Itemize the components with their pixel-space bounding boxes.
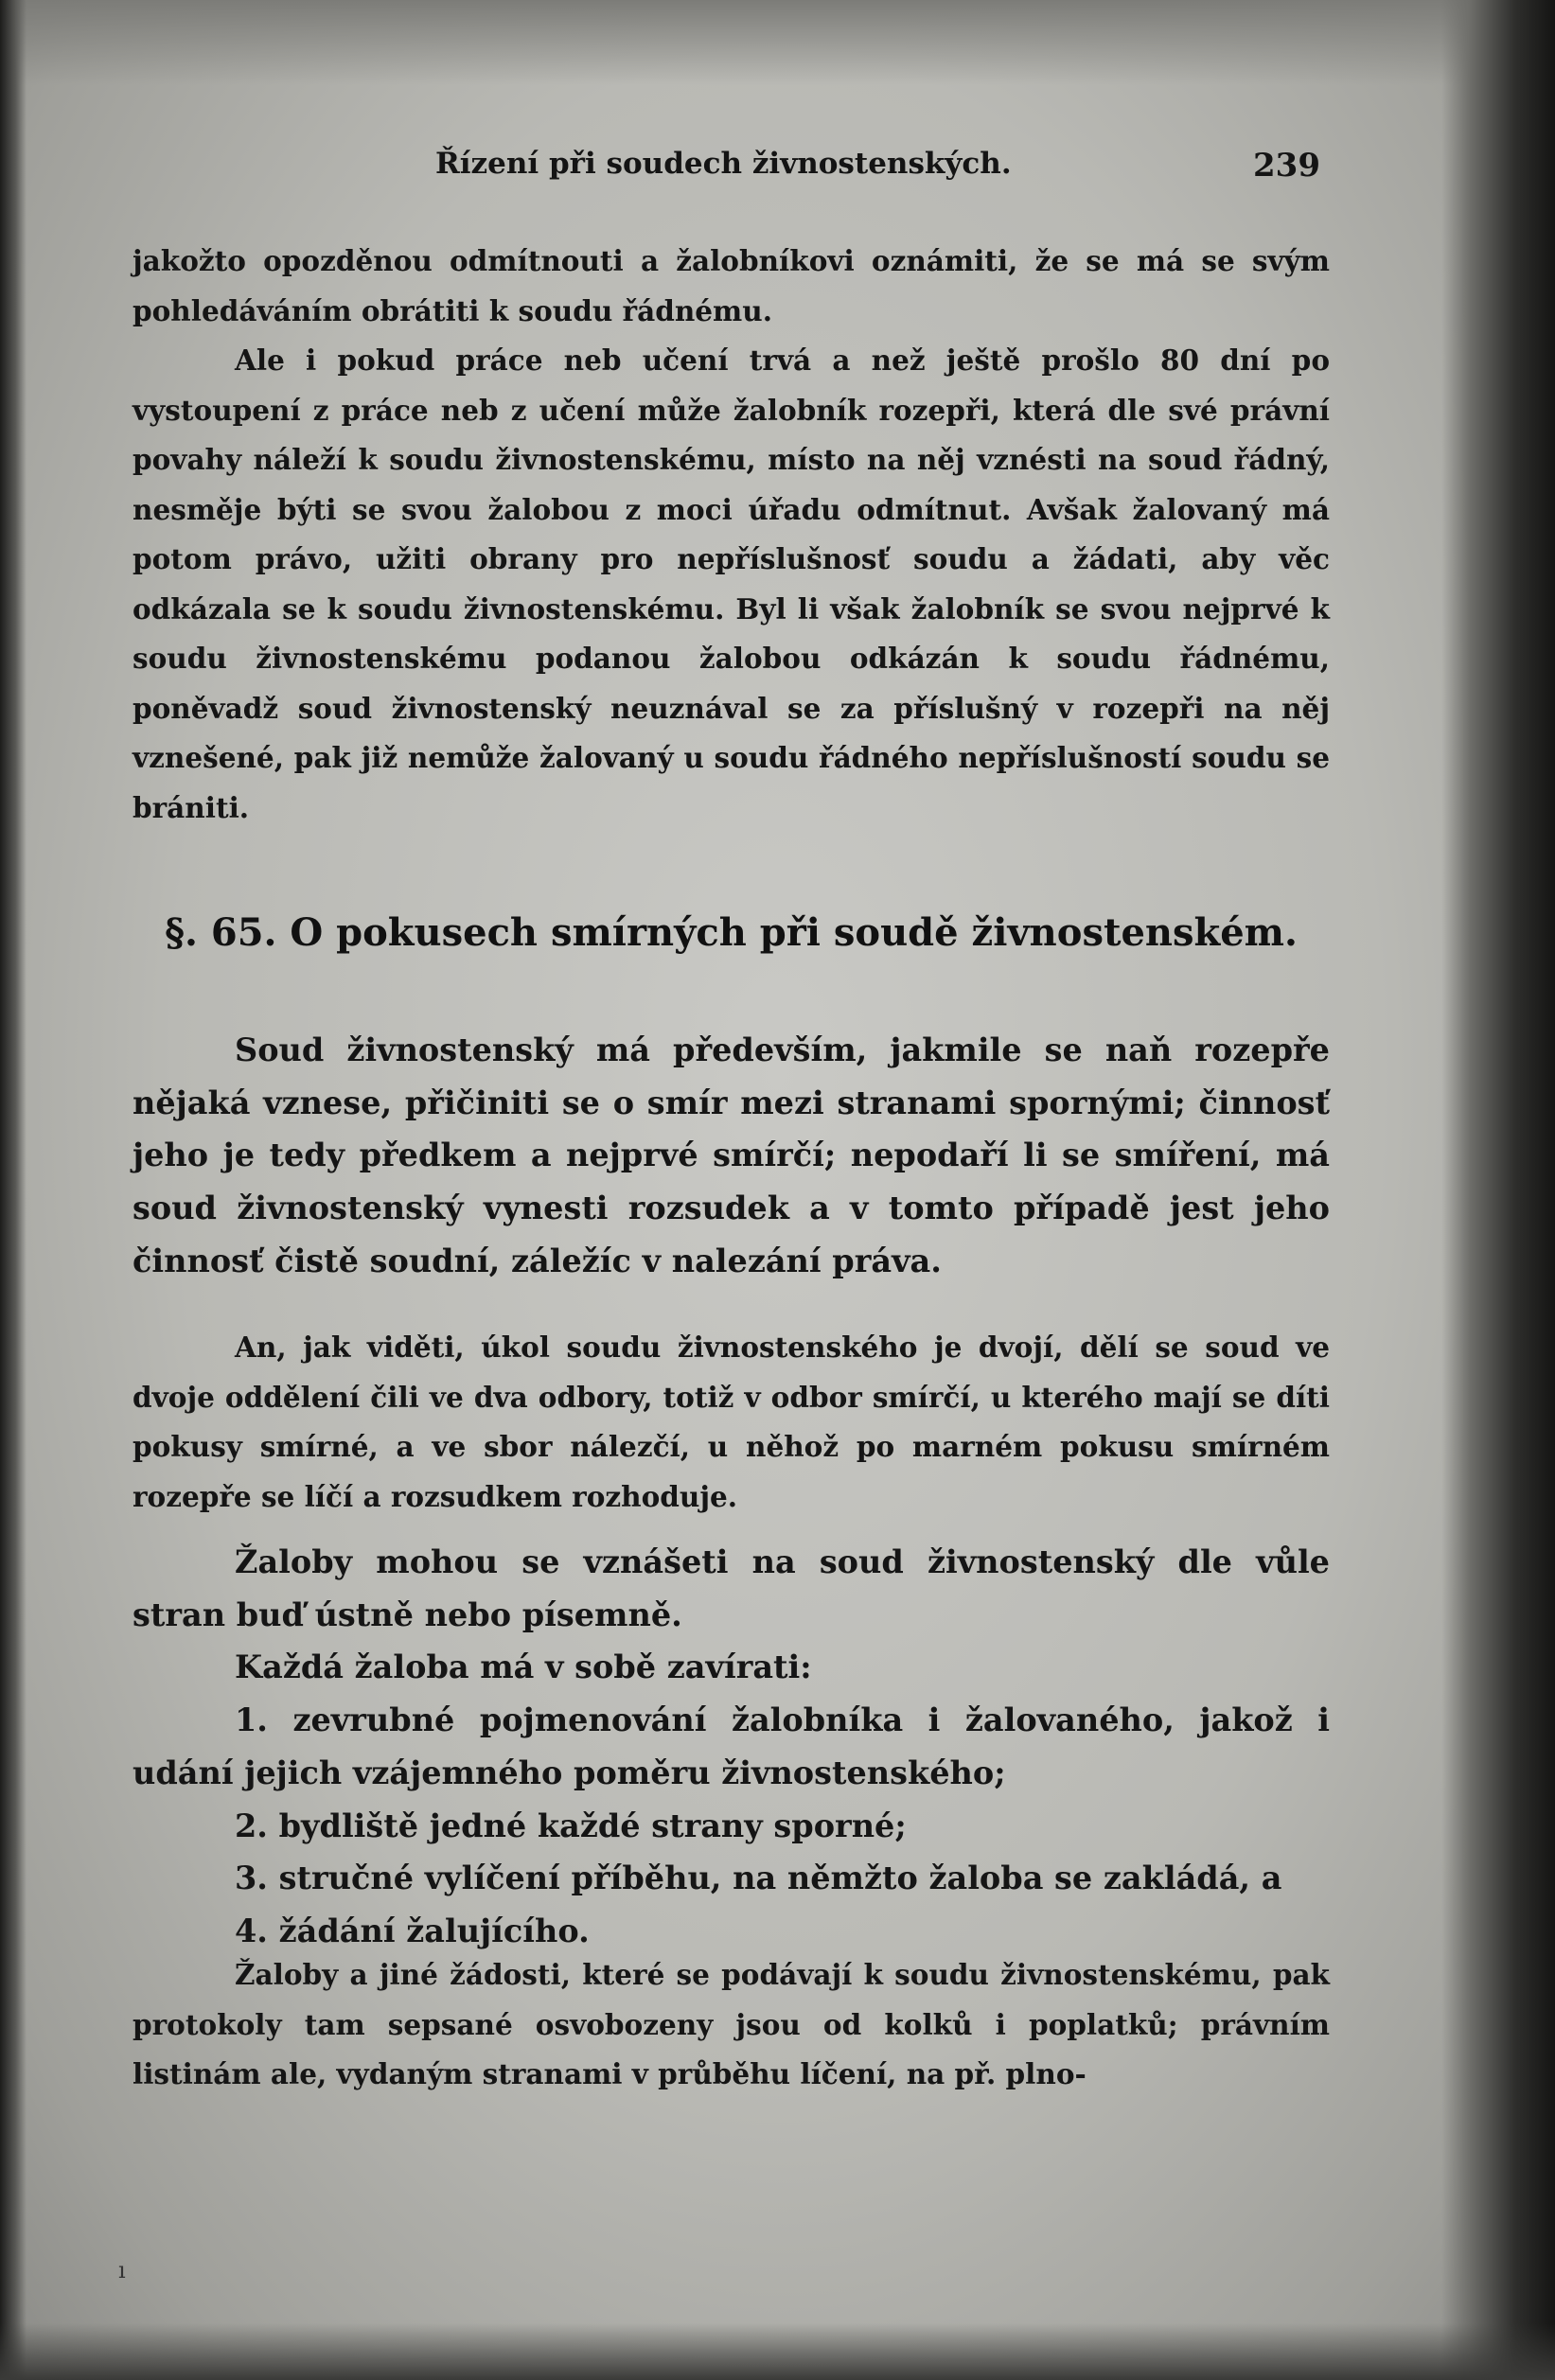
- margin-mark: ı: [118, 2257, 126, 2283]
- list-item: 3. stručné vylíčení příběhu, na němžto žaloba se zakládá, a: [235, 1860, 1282, 1897]
- paragraph-conciliation: Soud živnostenský má především, jakmile se naň rozepře nějaká vznese, přičiniti se o smír mezi stranami spornými; činnosť jeho je tedy předkem a nejprvé smírčí; nepodaří li se smíření, má soud živnostenský vynesti rozsudek a v tomto případě jest jeho činnosť čistě soudní, záležíc v nalezání práva.: [133, 1031, 1330, 1279]
- page-shadow-bottom: [0, 2323, 1555, 2380]
- list-item: 1. zevrubné pojmenování žalobníka i žalovaného, jakož i udání jejich vzájemného poměru živnostenského;: [133, 1701, 1330, 1791]
- page-shadow-right: [1441, 0, 1555, 2380]
- small-print-block: [133, 1323, 1330, 1522]
- paragraph-two-departments: An, jak viděti, úkol soudu živnostenského je dvojí, dělí se soud ve dvoje oddělení čili ve dva odbory, totiž v odbor smírčí, u kterého mají se díti pokusy smírné, a ve sbor nálezčí, u něhož po marném pokusu smírném rozepře se líčí a rozsudkem rozhoduje.: [133, 1331, 1330, 1513]
- paragraph-complaint-contents: Každá žaloba má v sobě zavírati:: [235, 1648, 812, 1686]
- section-title: O pokusech smírných při soudě živnostenském.: [290, 910, 1298, 955]
- paragraph-jurisdiction: Ale i pokud práce neb učení trvá a než ještě prošlo 80 dní po vystoupení z práce neb z učení může žalobník rozepři, která dle své právní povahy náleží k soudu živnostenskému, místo na něj vznésti na soud řádný, nesměje býti se svou žalobou z moci úřadu odmítnut. Avšak žalovaný má potom právo, užiti obrany pro nepříslušnosť soudu a žádati, aby věc odkázala se k soudu živnostenskému. Byl li však žalobník se svou nejprvé k soudu živnostenskému podanou žalobou odkázán k soudu řádnému, poněvadž soud živnostenský neuznával se za příslušný v rozepři na něj vznešené, pak již nemůže žalovaný u soudu řádného nepříslušností soudu se brániti.: [133, 344, 1330, 824]
- running-head: Řízení při soudech živnostenských.: [435, 147, 1012, 181]
- paragraph-fees: Žaloby a jiné žádosti, které se podávají k soudu živnostenskému, pak protokoly tam sepsané osvobozeny jsou od kolků i poplatků; právním listinám ale, vydaným stranami v průběhu líčení, na př. plno-: [133, 1958, 1330, 2090]
- paragraph-continuation: jakožto opozděnou odmítnouti a žalobníkovi oznámiti, že se má se svým pohledáváním obrátiti k soudu řádnému.: [133, 244, 1330, 327]
- section-text-block: [133, 1024, 1330, 1288]
- paragraph-complaint-form: Žaloby mohou se vznášeti na soud živnostenský dle vůle stran buď ústně nebo písemně.: [133, 1543, 1330, 1633]
- bottom-text-block: [133, 1950, 1330, 2100]
- page-shadow-left: [0, 0, 27, 2380]
- section-number: §. 65.: [165, 910, 277, 955]
- top-text-block: [133, 237, 1330, 833]
- section-heading: [133, 907, 1330, 960]
- page-header: [133, 147, 1320, 194]
- list-item: 2. bydliště jedné každé strany sporné;: [235, 1807, 907, 1844]
- list-item: 4. žádání žalujícího.: [235, 1912, 590, 1949]
- page-shadow-top: [0, 0, 1555, 85]
- page-number: 239: [1253, 147, 1320, 185]
- complaint-block: [133, 1536, 1330, 1958]
